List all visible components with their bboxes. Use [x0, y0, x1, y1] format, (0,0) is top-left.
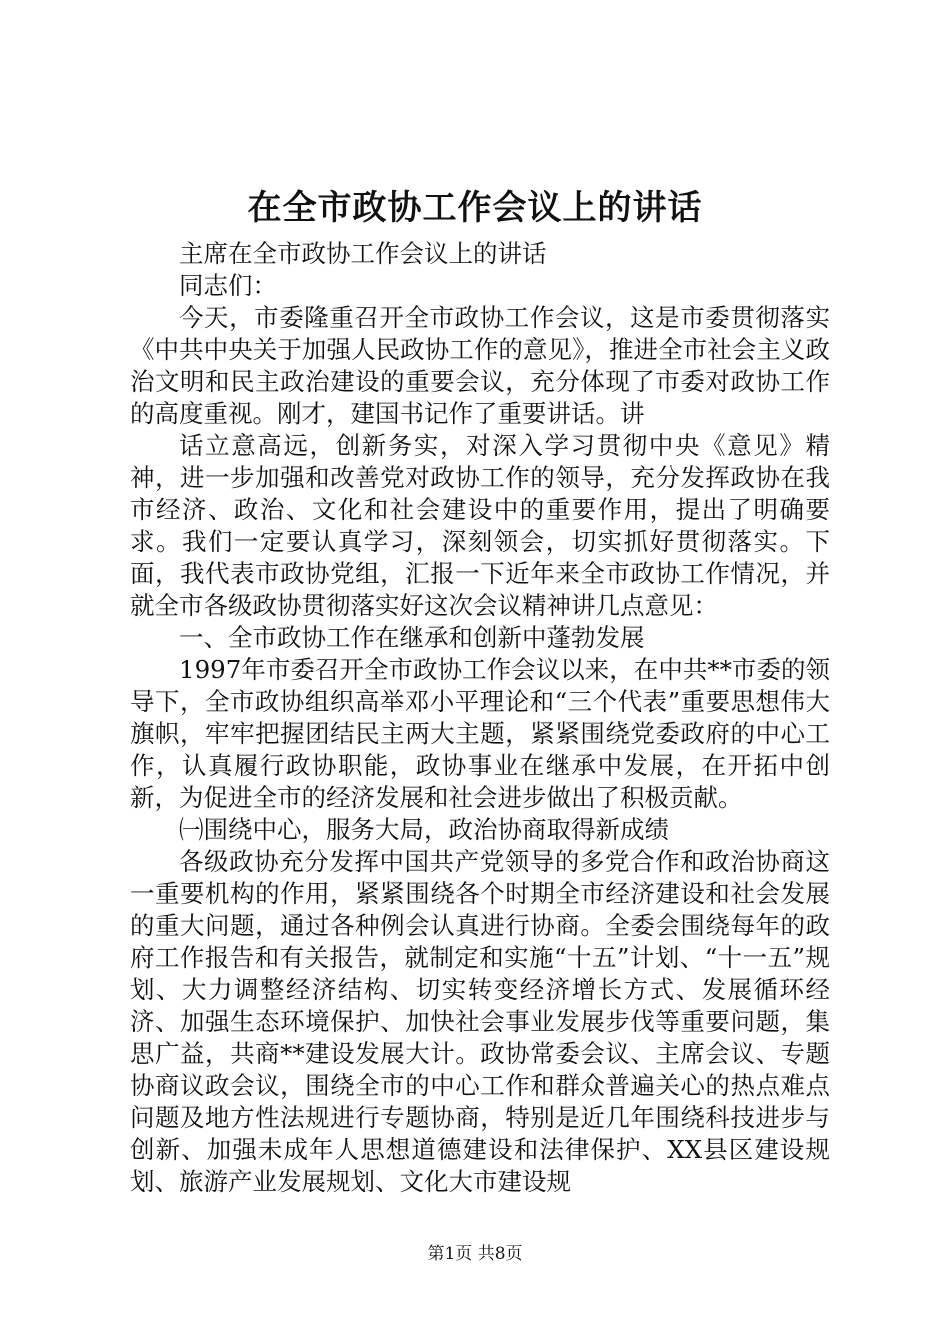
paragraph-subtitle: 主席在全市政协工作会议上的讲话 — [179, 239, 547, 268]
document-body — [130, 238, 830, 1198]
paragraph-intro: 今天，市委隆重召开全市政协工作会议，这是市委贯彻落实《中共中央关于加强人民政协工作的意见》，推进全市社会主义政治文明和民主政治建设的重要会议，充分体现了市委对政协工作的高度重视。刚才，建国书记作了重要讲话。讲 — [130, 303, 830, 428]
paragraph-subsection-1: 各级政协充分发挥中国共产党领导的多党合作和政治协商这一重要机构的作用，紧紧围绕各个时期全市经济建设和社会发展的重大问题，通过各种例会认真进行协商。全委会围绕每年的政府工作报告和有关报告，就制定和实施“十五”计划、“十一五”规划、大力调整经济结构、切实转变经济增长方式、发展循环经济、加强生态环境保护、加快社会事业发展步伐等重要问题，集思广益，共商**建设发展大计。政协常委会议、主席会议、专题协商议政会议，围绕全市的中心工作和群众普遍关心的热点难点问题及地方性法规进行专题协商，特别是近几年围绕科技进步与创新、加强未成年人思想道德建设和法律保护、XX县区建设规划、旅游产业发展规划、文化大市建设规 — [130, 847, 830, 1196]
section-heading-1: 一、全市政协工作在继承和创新中蓬勃发展 — [179, 623, 645, 652]
page-footer: 第1页 共8页 — [427, 1244, 523, 1264]
document-title: 在全市政协工作会议上的讲话 — [247, 188, 703, 228]
paragraph-intro-continued: 话立意高远，创新务实，对深入学习贯彻中央《意见》精神，进一步加强和改善党对政协工作的领导，充分发挥政协在我市经济、政治、文化和社会建设中的重要作用，提出了明确要求。我们一定要认真学习，深刻领会，切实抓好贯彻落实。下面，我代表市政协党组，汇报一下近年来全市政协工作情况，并就全市各级政协贯彻落实好这次会议精神讲几点意见： — [130, 431, 830, 620]
subsection-heading-1: ㈠围绕中心，服务大局，政治协商取得新成绩 — [179, 815, 669, 844]
paragraph-salutation: 同志们： — [179, 271, 277, 300]
paragraph-section-1: 1997年市委召开全市政协工作会议以来，在中共**市委的领导下，全市政协组织高举邓小平理论和“三个代表”重要思想伟大旗帜，牢牢把握团结民主两大主题，紧紧围绕党委政府的中心工作，认真履行政协职能，政协事业在继承中发展，在开拓中创新，为促进全市的经济发展和社会进步做出了积极贡献。 — [130, 655, 830, 812]
